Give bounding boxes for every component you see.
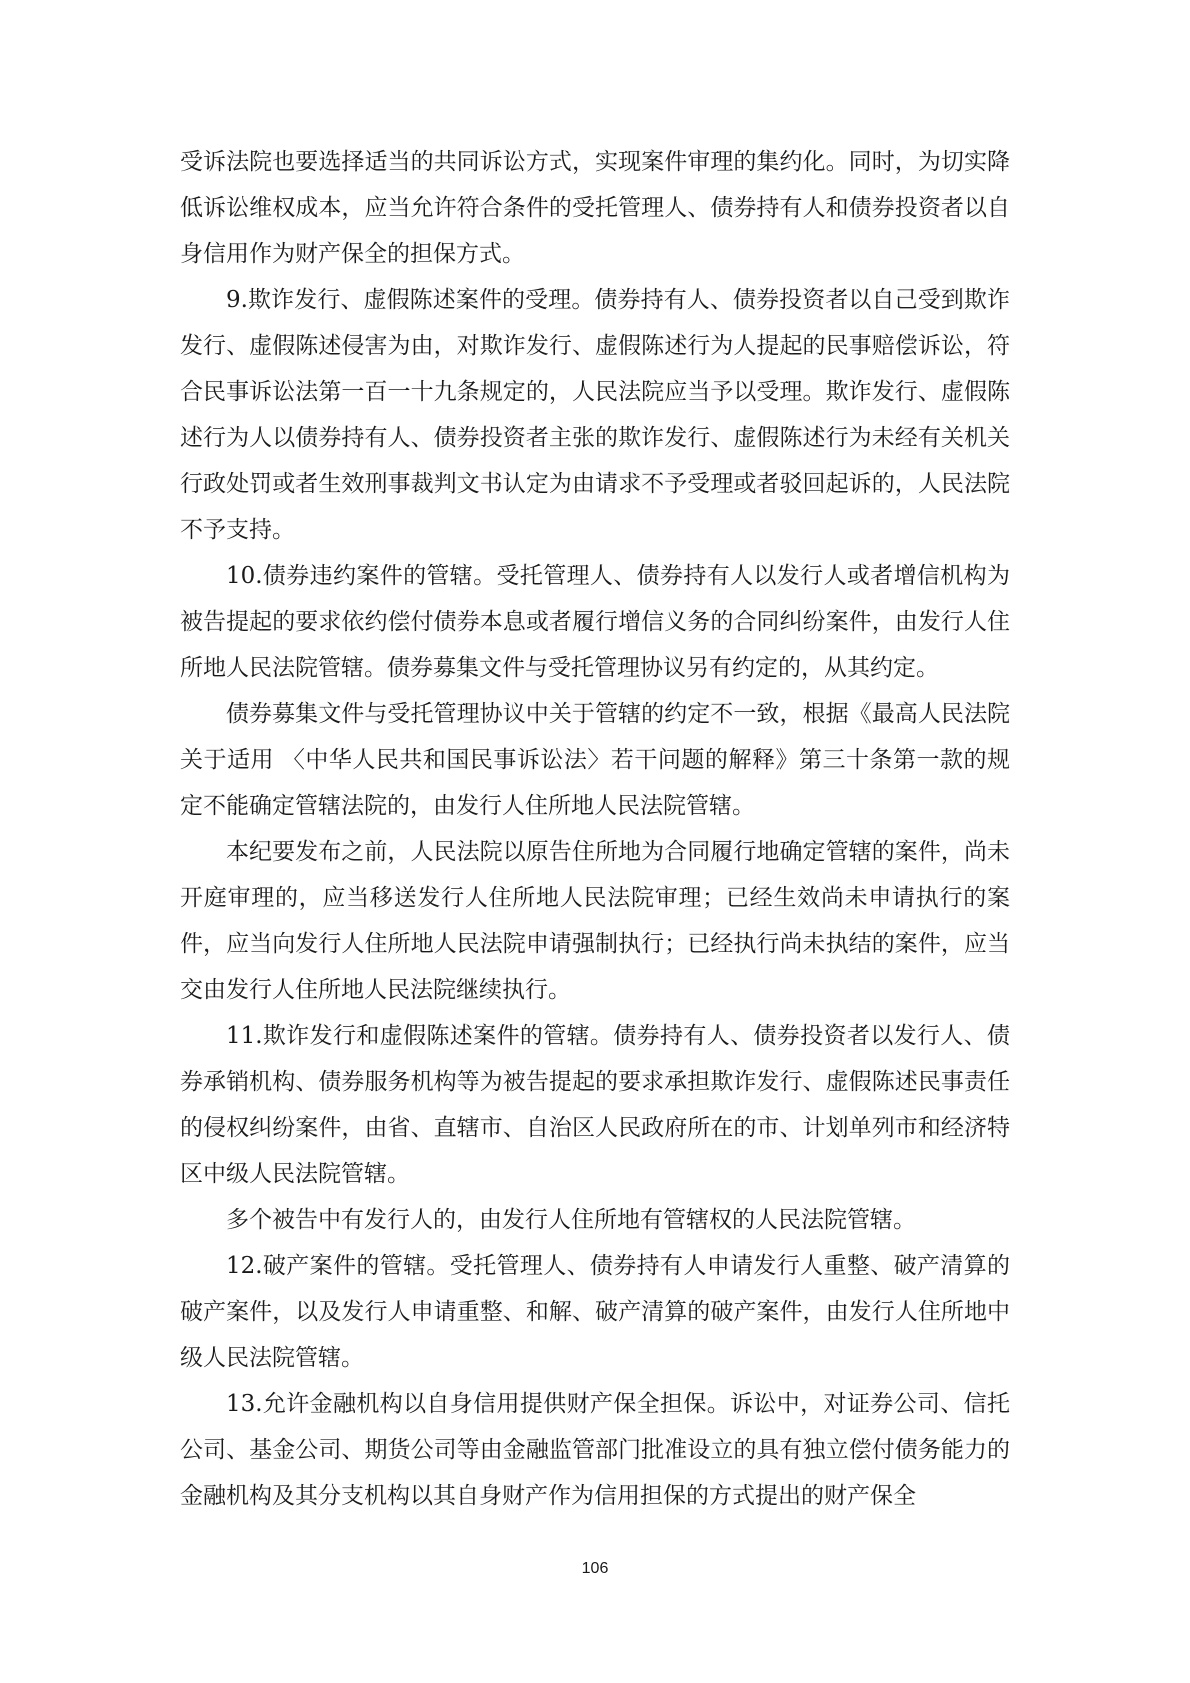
paragraph-5: 本纪要发布之前，人民法院以原告住所地为合同履行地确定管辖的案件，尚未开庭审理的，应当移送发行人住所地人民法院审理；已经生效尚未申请执行的案件，应当向发行人住所地人民法院申请强制执行；已经执行尚未执结的案件，应当交由发行人住所地人民法院继续执行。 [180,839,1010,1003]
paragraph-9: 13.允许金融机构以自身信用提供财产保全担保。诉讼中，对证券公司、信托公司、基金公司、期货公司等由金融监管部门批准设立的具有独立偿付债务能力的金融机构及其分支机构以其自身财产作为信用担保的方式提出的财产保全 [180,1391,1010,1509]
paragraph-6: 11.欺诈发行和虚假陈述案件的管辖。债券持有人、债券投资者以发行人、债券承销机构、债券服务机构等为被告提起的要求承担欺诈发行、虚假陈述民事责任的侵权纠纷案件，由省、直辖市、自治区人民政府所在的市、计划单列市和经济特区中级人民法院管辖。 [180,1023,1010,1187]
paragraph-3: 10.债券违约案件的管辖。受托管理人、债券持有人以发行人或者增信机构为被告提起的要求依约偿付债券本息或者履行增信义务的合同纠纷案件，由发行人住所地人民法院管辖。债券募集文件与受托管理协议另有约定的，从其约定。 [180,563,1010,681]
paragraph-1: 受诉法院也要选择适当的共同诉讼方式，实现案件审理的集约化。同时，为切实降低诉讼维权成本，应当允许符合条件的受托管理人、债券持有人和债券投资者以自身信用作为财产保全的担保方式。 [180,149,1010,267]
paragraph-8: 12.破产案件的管辖。受托管理人、债券持有人申请发行人重整、破产清算的破产案件，以及发行人申请重整、和解、破产清算的破产案件，由发行人住所地中级人民法院管辖。 [180,1253,1010,1371]
paragraph-4: 债券募集文件与受托管理协议中关于管辖的约定不一致，根据《最高人民法院关于适用 〈中华人民共和国民事诉讼法〉若干问题的解释》第三十条第一款的规定不能确定管辖法院的，由发行人住所地人民法院管辖。 [180,701,1010,819]
document-body [180,139,1010,1519]
paragraph-2: 9.欺诈发行、虚假陈述案件的受理。债券持有人、债券投资者以自己受到欺诈发行、虚假陈述侵害为由，对欺诈发行、虚假陈述行为人提起的民事赔偿诉讼，符合民事诉讼法第一百一十九条规定的，人民法院应当予以受理。欺诈发行、虚假陈述行为人以债券持有人、债券投资者主张的欺诈发行、虚假陈述行为未经有关机关行政处罚或者生效刑事裁判文书认定为由请求不予受理或者驳回起诉的，人民法院不予支持。 [180,287,1010,543]
page-number: 106 [581,1560,609,1577]
paragraph-7: 多个被告中有发行人的，由发行人住所地有管辖权的人民法院管辖。 [226,1207,916,1233]
